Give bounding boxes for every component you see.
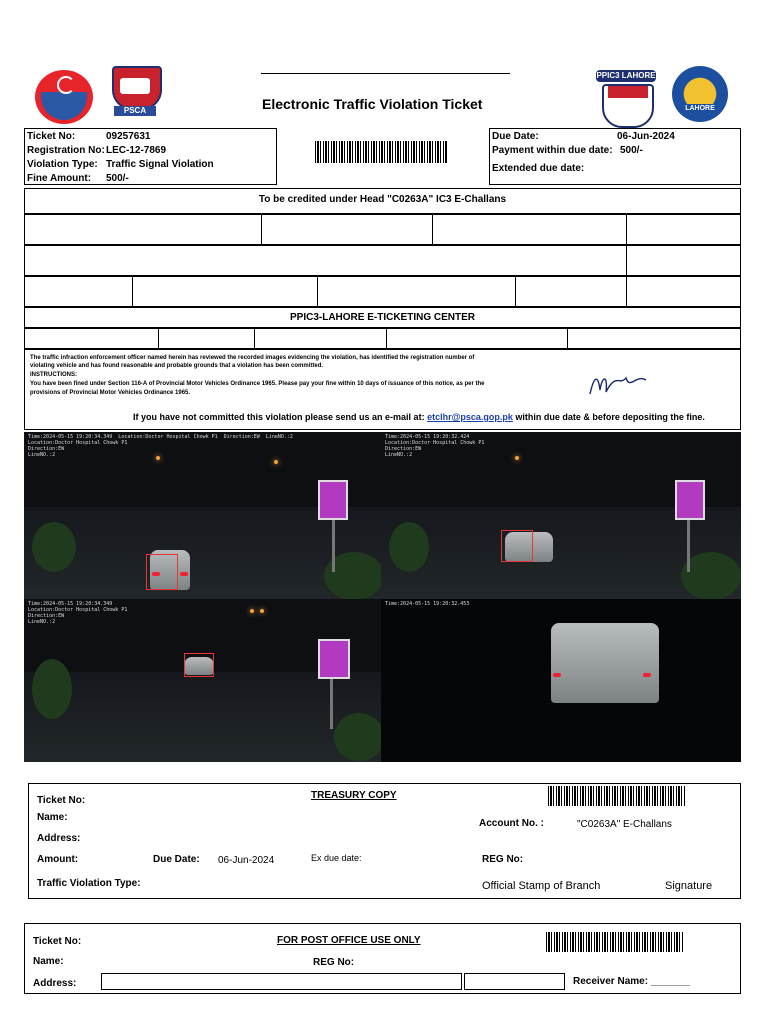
blank-grid-row-1 (24, 214, 741, 245)
ticket-no-value: 09257631 (106, 131, 151, 142)
punjab-police-logo (35, 70, 93, 124)
treasury-address-label: Address: (37, 833, 81, 844)
post-reg-label: REG No: (313, 957, 355, 968)
officer-signature (586, 366, 652, 402)
evidence-photo-1 (24, 432, 381, 599)
post-receiver-label: Receiver Name: _______ (573, 976, 690, 987)
email-note: If you have not committed this violation please send us an e-mail at: etclhr@psca.gop.pk within due date & before depositing the fine. (133, 412, 705, 422)
extended-due-label: Extended due date: (492, 163, 585, 174)
post-address-field[interactable] (101, 973, 462, 990)
treasury-ex-due-label: Ex due date: (311, 853, 362, 863)
treasury-barcode (548, 786, 686, 806)
registration-value: LEC-12-7869 (106, 145, 167, 156)
ppic3-lahore-logo: PPIC3 LAHORE (594, 68, 660, 126)
photo-1-timestamp: Time:2024-05-15 19:20:34.349 Location:Doctor Hospital Chowk P1 Direction:EW LineNO.:2 Location:Doctor Hospital Chowk P1 Direction:EW LineNO.:2 (28, 434, 293, 458)
treasury-reg-label: REG No: (482, 854, 524, 865)
treasury-ticket-no-label: Ticket No: (37, 795, 86, 806)
payment-label: Payment within due date: (492, 145, 613, 156)
page-title: Electronic Traffic Violation Ticket (262, 96, 483, 112)
treasury-due-date-label: Due Date: (153, 854, 200, 865)
psca-logo: PSCA (104, 64, 166, 120)
header-rule (261, 73, 510, 74)
payment-value: 500/- (620, 145, 643, 156)
fine-amount-label: Fine Amount: (27, 173, 92, 184)
email-link[interactable]: etclhr@psca.gop.pk (427, 412, 513, 422)
notice-line-2: violating vehicle and has found reasonable and probable grounds that a violation has been committed. (30, 363, 324, 369)
due-date-label: Due Date: (492, 131, 539, 142)
city-traffic-police-logo: LAHORE (668, 66, 732, 122)
evidence-photo-2 (381, 432, 741, 599)
evidence-photo-4 (381, 599, 741, 762)
treasury-copy-title: TREASURY COPY (311, 790, 397, 801)
ticket-barcode (315, 141, 448, 163)
post-name-label: Name: (33, 956, 64, 967)
photo-3-timestamp: Time:2024-05-15 19:20:34.349 Location:Doctor Hospital Chowk P1 Direction:EW LineNO.:2 (28, 601, 128, 625)
center-title-row: PPIC3-LAHORE E-TICKETING CENTER (24, 307, 741, 328)
treasury-amount-label: Amount: (37, 854, 79, 865)
registration-label: Registration No: (27, 145, 105, 156)
treasury-due-date-value: 06-Jun-2024 (218, 855, 275, 866)
blank-grid-row-3 (24, 276, 741, 307)
post-ticket-no-label: Ticket No: (33, 936, 82, 947)
treasury-violation-label: Traffic Violation Type: (37, 878, 141, 889)
treasury-signature-label: Signature (665, 880, 713, 892)
violation-type-label: Violation Type: (27, 159, 98, 170)
notice-line-4: provisions of Provincial Motor Vehicles Ordinance 1965. (30, 390, 191, 396)
post-office-title: FOR POST OFFICE USE ONLY (277, 935, 421, 946)
notice-line-3: You have been fined under Section 116-A of Provincial Motor Vehicles Ordinance 1965. Please pay your fine within 10 days of issuance of this notice, as per the (30, 381, 485, 387)
blank-grid-row-2 (24, 245, 741, 276)
fine-amount-value: 500/- (106, 173, 129, 184)
post-barcode (546, 932, 684, 952)
photo-4-timestamp: Time:2024-05-15 19:20:32.453 (385, 601, 470, 607)
credit-head-row: To be credited under Head "C0263A" IC3 E-Challans (24, 188, 741, 214)
evidence-photo-3 (24, 599, 381, 762)
instructions-label: INSTRUCTIONS: (30, 372, 77, 378)
treasury-stamp-label: Official Stamp of Branch (482, 880, 601, 892)
notice-line-1: The traffic infraction enforcement officer named herein has reviewed the recorded images evidencing the violation, has identified the registration number of (30, 355, 475, 361)
violation-type-value: Traffic Signal Violation (106, 159, 214, 170)
due-date-value: 06-Jun-2024 (617, 131, 675, 142)
post-extra-field[interactable] (464, 973, 565, 990)
photo-2-timestamp: Time:2024-05-15 19:20:32.424 Location:Doctor Hospital Chowk P1 Direction:EW LineNO.:2 (385, 434, 485, 458)
treasury-account-label: Account No. : (479, 818, 544, 829)
post-address-label: Address: (33, 978, 77, 989)
treasury-account-value: "C0263A" E-Challans (577, 819, 672, 830)
treasury-name-label: Name: (37, 812, 68, 823)
ticket-no-label: Ticket No: (27, 131, 76, 142)
blank-grid-row-4 (24, 328, 741, 349)
